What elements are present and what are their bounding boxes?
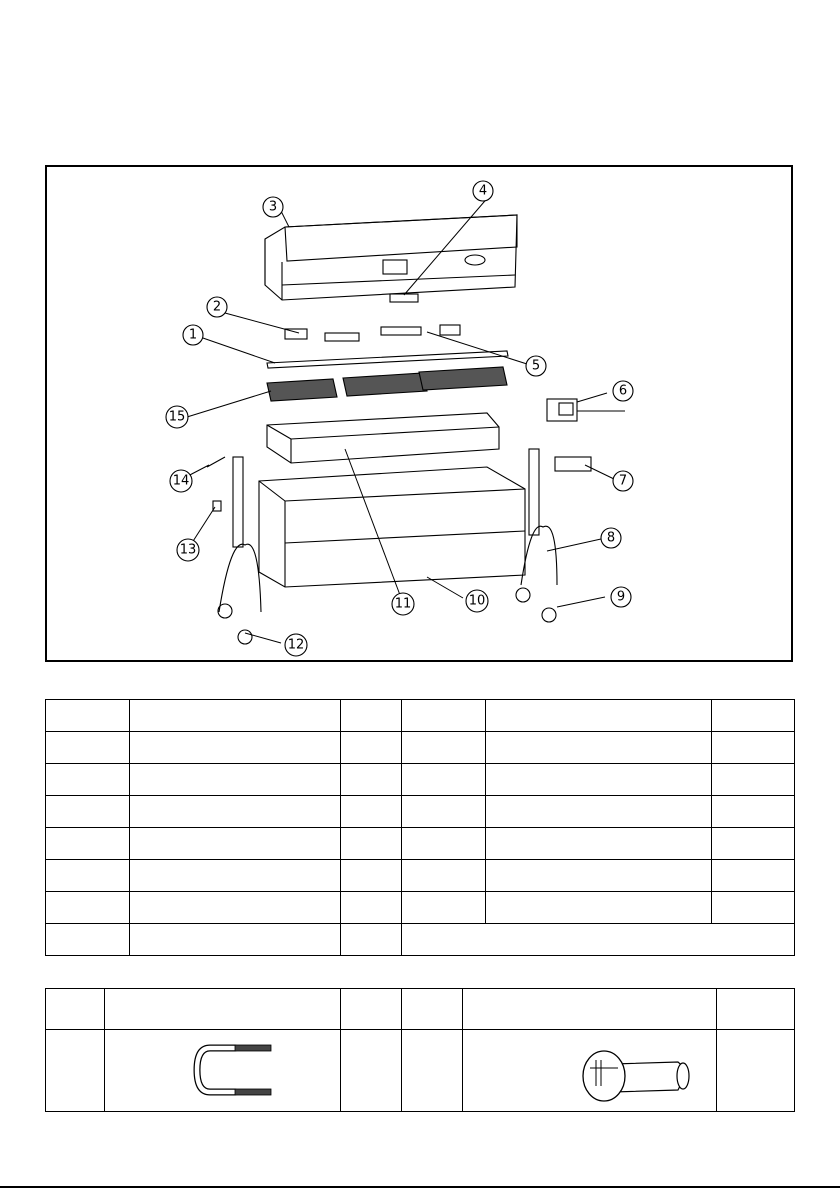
cell (486, 732, 712, 764)
cell (712, 796, 795, 828)
svg-text:1: 1 (188, 327, 198, 343)
callout-5 (526, 356, 546, 376)
leg-right-part (521, 449, 557, 585)
cell (341, 892, 402, 924)
cell (486, 860, 712, 892)
cell (46, 828, 130, 860)
callout-6 (613, 381, 633, 401)
table-row (46, 989, 795, 1030)
callout-13 (177, 539, 199, 561)
table-row (46, 924, 795, 956)
side-bracket-part (555, 457, 591, 471)
skewer-14-part (207, 457, 225, 467)
cell (717, 1030, 795, 1112)
table-row (46, 892, 795, 924)
table-row (46, 732, 795, 764)
cell (486, 892, 712, 924)
cell (341, 796, 402, 828)
cell (486, 764, 712, 796)
cell (46, 700, 130, 732)
cell (105, 989, 341, 1030)
cell (130, 860, 341, 892)
cell (46, 860, 130, 892)
cell (46, 796, 130, 828)
svg-text:15: 15 (168, 409, 186, 425)
cell (130, 892, 341, 924)
table-row (46, 796, 795, 828)
cell (130, 700, 341, 732)
table-row (46, 1030, 795, 1112)
cell (402, 796, 486, 828)
svg-text:4: 4 (478, 183, 488, 199)
cell (712, 700, 795, 732)
cell (46, 892, 130, 924)
clip-13-part (213, 501, 221, 511)
callout-12 (285, 634, 307, 656)
cell (402, 732, 486, 764)
grill-grates-part (267, 367, 507, 401)
cell (402, 1030, 463, 1112)
table-row (46, 860, 795, 892)
cell (712, 892, 795, 924)
cell (402, 700, 486, 732)
table-row (46, 764, 795, 796)
leader-lines (184, 195, 614, 643)
cell (341, 924, 402, 956)
callout-14 (170, 470, 192, 492)
cell (402, 828, 486, 860)
exploded-diagram (45, 165, 793, 662)
cell (46, 989, 105, 1030)
cell (341, 989, 402, 1030)
cell (105, 1030, 341, 1112)
callout-11 (392, 593, 414, 615)
svg-text:12: 12 (287, 637, 305, 653)
motor-part (547, 399, 625, 421)
callout-3 (263, 197, 283, 217)
cell (341, 1030, 402, 1112)
hardware-table (45, 988, 795, 1112)
cell (486, 828, 712, 860)
cell (712, 764, 795, 796)
cell (130, 732, 341, 764)
table-row (46, 700, 795, 732)
svg-text:13: 13 (179, 542, 197, 558)
cell (341, 764, 402, 796)
svg-text:11: 11 (394, 596, 412, 612)
svg-text:5: 5 (531, 358, 541, 374)
cell (486, 796, 712, 828)
cell (130, 764, 341, 796)
wheels-part (218, 588, 556, 644)
cell (46, 764, 130, 796)
cell (402, 860, 486, 892)
parts-list-table (45, 699, 795, 956)
cell (130, 924, 341, 956)
leg-left-part (219, 457, 261, 612)
svg-text:2: 2 (212, 299, 222, 315)
cell (402, 924, 795, 956)
cell (402, 892, 486, 924)
cell (463, 989, 717, 1030)
sleeve-screw-icon (463, 1030, 717, 1106)
table-row (46, 828, 795, 860)
brackets-part (285, 325, 460, 341)
spit-rod-part (267, 351, 508, 368)
cell (486, 700, 712, 732)
svg-text:8: 8 (606, 530, 616, 546)
cell (130, 828, 341, 860)
svg-text:14: 14 (172, 473, 190, 489)
cell (46, 924, 130, 956)
cell (130, 796, 341, 828)
callout-9 (611, 587, 631, 607)
callout-15 (166, 406, 188, 428)
svg-text:6: 6 (618, 383, 628, 399)
svg-text:3: 3 (268, 199, 278, 215)
cell (402, 764, 486, 796)
callout-7 (613, 471, 633, 491)
callout-10 (466, 590, 488, 612)
callout-4 (473, 181, 493, 201)
cell (712, 860, 795, 892)
cell (341, 700, 402, 732)
footer-rule (0, 1186, 840, 1188)
callout-2 (207, 297, 227, 317)
hood-part (265, 215, 517, 302)
cell (341, 860, 402, 892)
cell (717, 989, 795, 1030)
cell (712, 732, 795, 764)
body-part (259, 467, 525, 587)
cell (463, 1030, 717, 1112)
cell (712, 828, 795, 860)
svg-text:9: 9 (616, 589, 626, 605)
u-bolt-icon (105, 1030, 341, 1106)
cell (341, 828, 402, 860)
svg-text:7: 7 (618, 473, 628, 489)
svg-text:10: 10 (468, 593, 486, 609)
cell (341, 732, 402, 764)
callout-8 (601, 528, 621, 548)
cell (402, 989, 463, 1030)
callout-1 (183, 325, 203, 345)
cell (46, 732, 130, 764)
cell (46, 1030, 105, 1112)
charcoal-tray-part (267, 413, 499, 463)
